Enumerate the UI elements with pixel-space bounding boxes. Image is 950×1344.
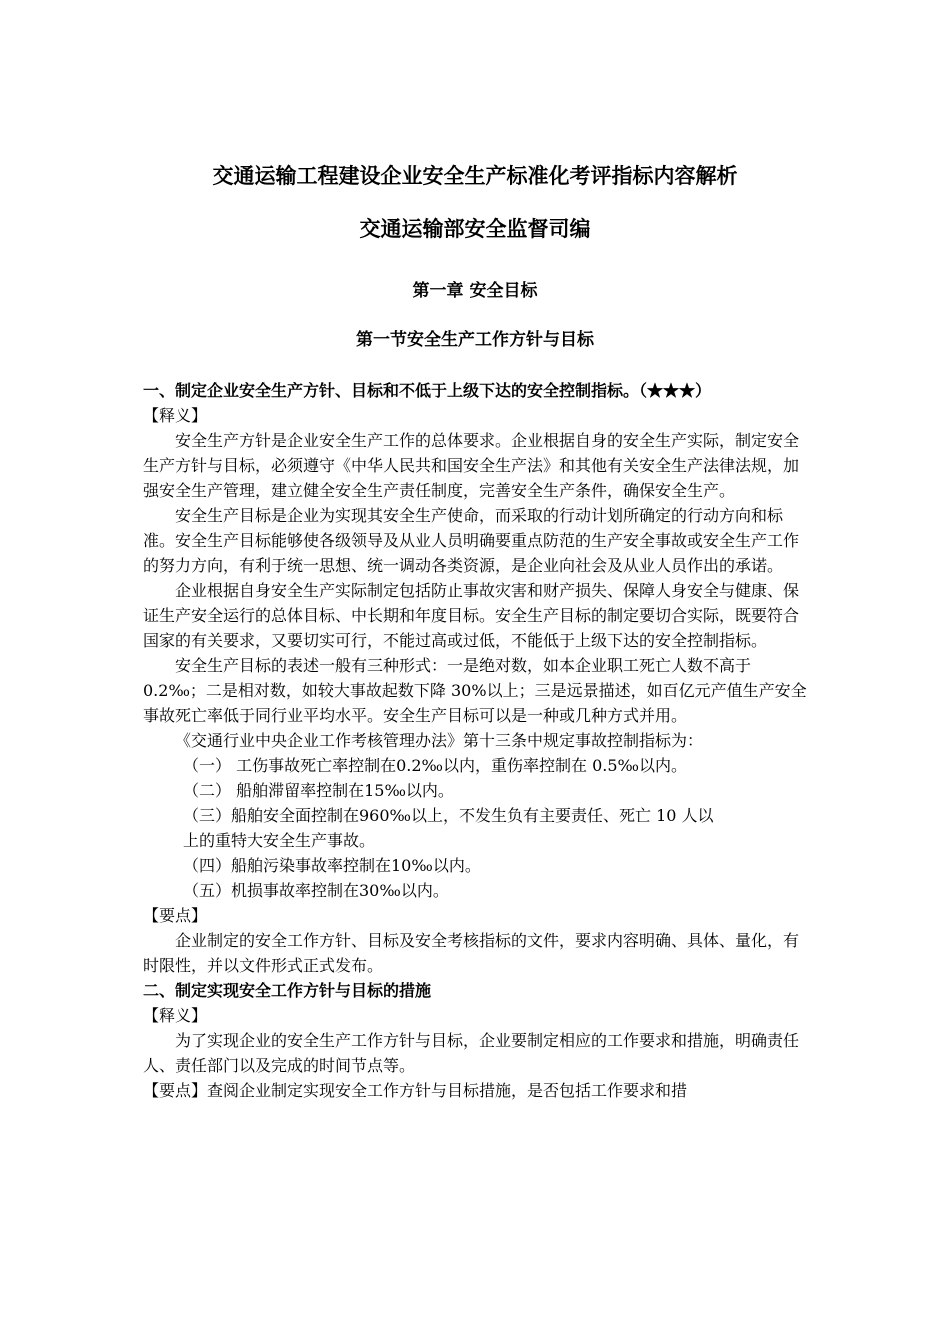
item1-paragraph-5: 《交通行业中央企业工作考核管理办法》第十三条中规定事故控制指标为： bbox=[175, 731, 704, 750]
item2-key-text: 查阅企业制定实现安全工作方针与目标措施，是否包括工作要求和措 bbox=[207, 1081, 688, 1100]
list-item-continuation: 上的重特大安全生产事故。 bbox=[183, 831, 376, 850]
list-item: （三）船舶安全面控制在960‰以上，不发生负有主要责任、死亡 10 人以 bbox=[183, 806, 714, 825]
list-item: （四）船舶污染事故率控制在10‰以内。 bbox=[183, 856, 481, 875]
list-item: （五）机损事故率控制在30‰以内。 bbox=[183, 881, 449, 900]
item1-explain-label: 【释义】 bbox=[143, 406, 208, 425]
list-item: （二） 船舶滞留率控制在15‰以内。 bbox=[183, 781, 454, 800]
section-heading: 第一节安全生产工作方针与目标 bbox=[356, 330, 594, 350]
item2-key-line bbox=[143, 1078, 810, 1103]
document-body bbox=[143, 378, 810, 1103]
item2-key-label: 【要点】 bbox=[143, 1081, 208, 1100]
item1-paragraph-2: 安全生产目标是企业为实现其安全生产使命，而采取的行动计划所确定的行动方向和标准。安全生产目标能够使各级领导及从业人员明确要重点防范的生产安全事故或安全生产工作的努力方向，有利于统一思想、统一调动各类资源，是企业向社会及从业人员作出的承诺。 bbox=[143, 506, 800, 575]
item1-heading: 一、制定企业安全生产方针、目标和不低于上级下达的安全控制指标。（★★★） bbox=[143, 381, 712, 400]
item1-paragraph-1: 安全生产方针是企业安全生产工作的总体要求。企业根据自身的安全生产实际，制定安全生产方针与目标，必须遵守《中华人民共和国安全生产法》和其他有关安全生产法律法规，加强安全生产管理，建立健全安全生产责任制度，完善安全生产条件，确保安全生产。 bbox=[143, 431, 800, 500]
item2-explain-label: 【释义】 bbox=[143, 1006, 208, 1025]
item2-heading: 二、制定实现安全工作方针与目标的措施 bbox=[143, 981, 432, 1000]
item2-paragraph-1: 为了实现企业的安全生产工作方针与目标，企业要制定相应的工作要求和措施，明确责任人、责任部门以及完成的时间节点等。 bbox=[143, 1031, 800, 1075]
item1-paragraph-3: 企业根据自身安全生产实际制定包括防止事故灾害和财产损失、保障人身安全与健康、保证生产安全运行的总体目标、中长期和年度目标。安全生产目标的制定要切合实际，既要符合国家的有关要求，又要切实可行，不能过高或过低，不能低于上级下达的安全控制指标。 bbox=[143, 581, 800, 650]
item1-key-label: 【要点】 bbox=[143, 906, 208, 925]
list-item: （一） 工伤事故死亡率控制在0.2‰以内，重伤率控制在 0.5‰以内。 bbox=[183, 756, 688, 775]
document-title: 交通运输工程建设企业安全生产标准化考评指标内容解析 bbox=[212, 163, 738, 188]
item1-key-text: 企业制定的安全工作方针、目标及安全考核指标的文件，要求内容明确、具体、量化，有时限性，并以文件形式正式发布。 bbox=[143, 931, 800, 975]
chapter-heading: 第一章 安全目标 bbox=[412, 281, 538, 301]
item1-paragraph-4: 安全生产目标的表述一般有三种形式：一是绝对数，如本企业职工死亡人数不高于0.2‰；二是相对数，如较大事故起数下降 30%以上；三是远景描述，如百亿元产值生产安全事故死亡率低于同行业平均水平。安全生产目标可以是一种或几种方式并用。 bbox=[143, 656, 807, 725]
document-subtitle: 交通运输部安全监督司编 bbox=[359, 216, 591, 241]
